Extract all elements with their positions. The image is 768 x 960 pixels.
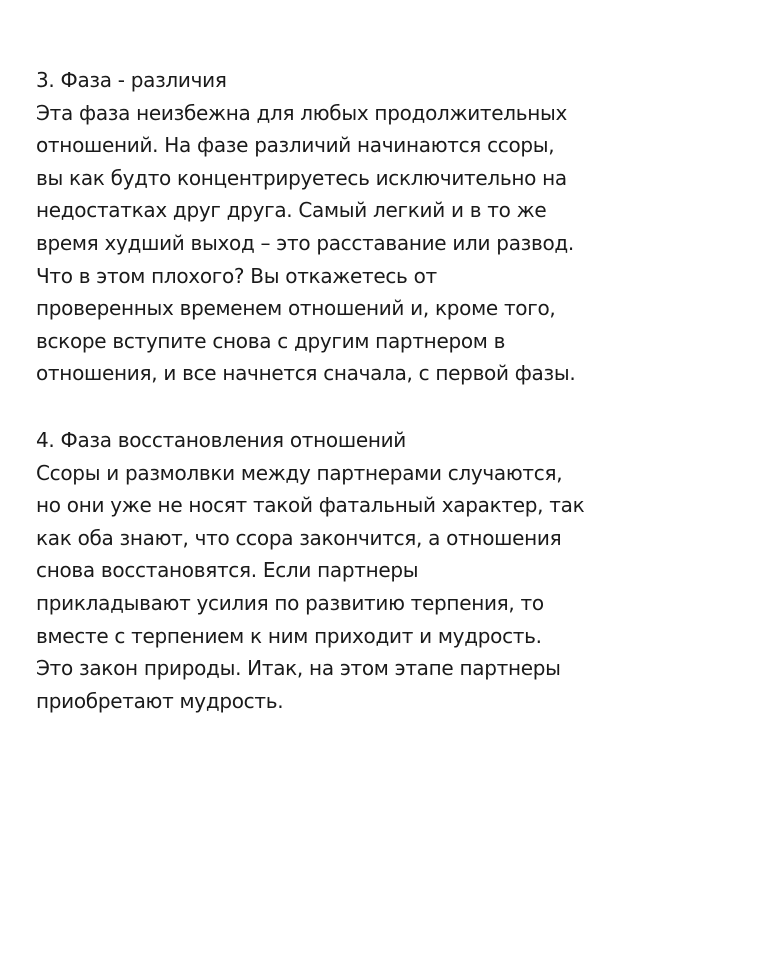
text-line: недостатках друг друга. Самый легкий и в то же	[36, 198, 547, 223]
text-line: вместе с терпением к ним приходит и мудрость.	[36, 623, 542, 648]
text-line: снова восстановятся. Если партнеры	[36, 558, 419, 583]
section-phase-4	[36, 424, 736, 717]
text-line: но они уже не носят такой фатальный характер, так	[36, 493, 585, 518]
text-line: приобретают мудрость.	[36, 688, 284, 713]
text-line: как оба знают, что ссора закончится, а отношения	[36, 525, 562, 550]
text-line: Ссоры и размолвки между партнерами случаются,	[36, 460, 563, 485]
section-heading: 4. Фаза восстановления отношений	[36, 427, 407, 452]
section-heading: 3. Фаза - различия	[36, 68, 227, 92]
text-line: время худший выход – это расставание или развод.	[36, 230, 574, 255]
text-line: отношения, и все начнется сначала, с первой фазы.	[36, 361, 576, 386]
text-line: Что в этом плохого? Вы откажетесь от	[36, 263, 437, 288]
text-line: Это закон природы. Итак, на этом этапе партнеры	[36, 656, 561, 681]
text-line: проверенных временем отношений и, кроме того,	[36, 296, 556, 321]
text-line: Эта фаза неизбежна для любых продолжительных	[36, 100, 568, 125]
text-line: вы как будто концентрируетесь исключительно на	[36, 165, 567, 190]
document-page	[36, 64, 736, 717]
text-line: отношений. На фазе различий начинаются ссоры,	[36, 133, 555, 158]
text-line: вскоре вступите снова с другим партнером в	[36, 328, 506, 353]
text-line: прикладывают усилия по развитию терпения, то	[36, 590, 544, 615]
section-phase-3	[36, 64, 736, 390]
